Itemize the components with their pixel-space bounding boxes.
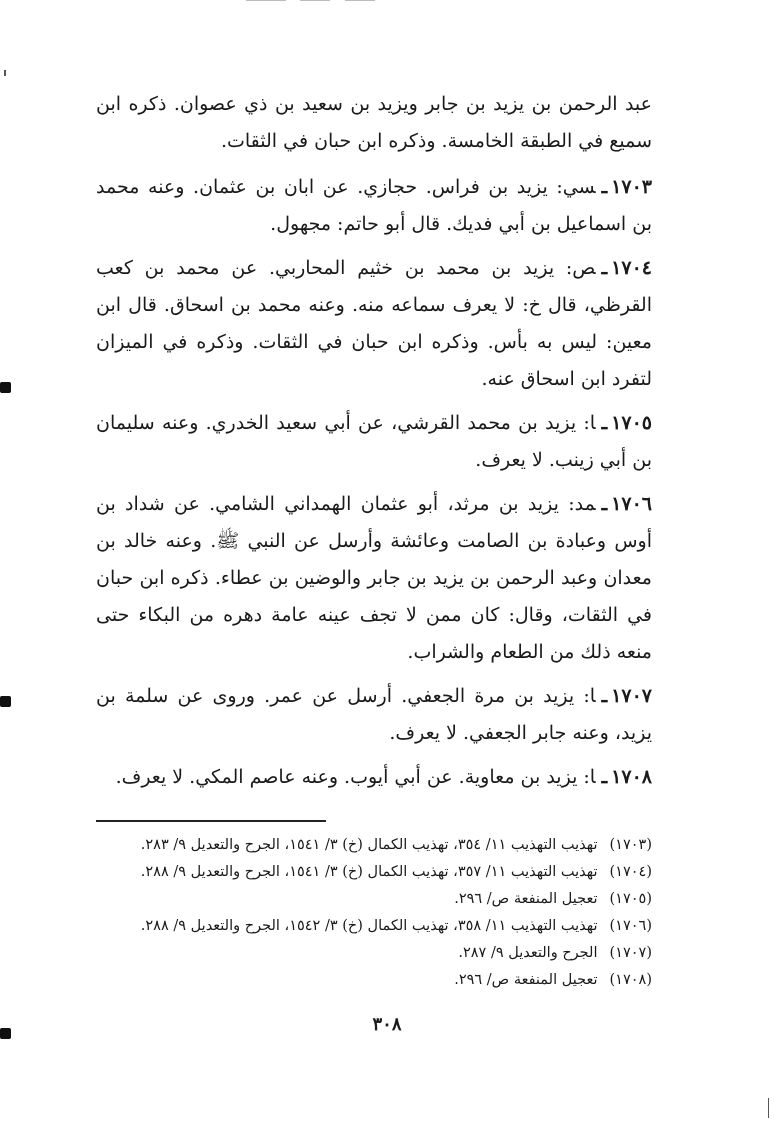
entry-1706 xyxy=(96,486,652,671)
footnote-number: (١٧٠٨) xyxy=(609,972,652,988)
entry-text: مد: يزيد بن مرثد، أبو عثمان الهمداني الشامي. عن شداد بن أوس وعبادة بن الصامت وعائشة وأرسل عن النبي ﷺ. وعنه خالد بن معدان وعبد الرحمن بن يزيد بن جابر والوضين بن عطاء. ذكره ابن حبان في الثقات، وقال: كان ممن لا تجف عينه عامة دهره من البكاء حتى منعه ذلك من الطعام والشراب. xyxy=(96,493,652,663)
entry-dash: ـ xyxy=(601,493,608,515)
entry-1703 xyxy=(96,169,652,243)
entry-text: ا: يزيد بن محمد القرشي، عن أبي سعيد الخدري. وعنه سليمان بن أبي زينب. لا يعرف. xyxy=(96,412,652,471)
footnote-text: تهذيب التهذيب ١١/ ٣٥٤، تهذيب الكمال (خ) ٣/ ١٥٤١، الجرح والتعديل ٩/ ٢٨٣. xyxy=(140,837,598,853)
footnote-1708 xyxy=(96,967,652,994)
entry-dash: ـ xyxy=(601,766,608,788)
scan-speck xyxy=(4,70,6,76)
binding-hole-mark xyxy=(0,382,11,393)
footnote-1705 xyxy=(96,886,652,913)
footnote-number: (١٧٠٦) xyxy=(609,918,652,934)
footnote-1706 xyxy=(96,913,652,940)
entry-dash: ـ xyxy=(601,412,608,434)
scan-edge-line xyxy=(300,0,330,1)
entry-1704 xyxy=(96,250,652,398)
footnote-text: تعجيل المنفعة ص/ ٢٩٦. xyxy=(454,891,598,907)
footnote-number: (١٧٠٥) xyxy=(609,891,652,907)
footnote-separator xyxy=(96,820,326,822)
footnote-text: تهذيب التهذيب ١١/ ٣٥٧، تهذيب الكمال (خ) ٣/ ١٥٤١، الجرح والتعديل ٩/ ٢٨٨. xyxy=(140,864,598,880)
entry-text: سي: يزيد بن فراس. حجازي. عن ابان بن عثمان. وعنه محمد بن اسماعيل بن أبي فديك. قال أبو حاتم: مجهول. xyxy=(96,176,652,235)
entry-text: ا: يزيد بن معاوية. عن أبي أيوب. وعنه عاصم المكي. لا يعرف. xyxy=(115,766,596,788)
entry-number: ١٧٠٨ xyxy=(611,766,652,788)
footnote-text: تهذيب التهذيب ١١/ ٣٥٨، تهذيب الكمال (خ) ٣/ ١٥٤٢، الجرح والتعديل ٩/ ٢٨٨. xyxy=(140,918,598,934)
page-number: ٣٠٨ xyxy=(372,1014,402,1035)
entry-number: ١٧٠٣ xyxy=(611,176,652,198)
scan-edge-line xyxy=(345,0,375,1)
scan-edge-line xyxy=(768,1098,769,1118)
page-content xyxy=(96,86,652,994)
footnote-1707 xyxy=(96,940,652,967)
footnote-number: (١٧٠٧) xyxy=(609,945,652,961)
footnote-number: (١٧٠٣) xyxy=(609,837,652,853)
entry-number: ١٧٠٧ xyxy=(611,685,652,707)
scan-edge-line xyxy=(246,0,286,1)
entry-number: ١٧٠٦ xyxy=(611,493,652,515)
entry-1708 xyxy=(96,759,652,796)
entry-text: ا: يزيد بن مرة الجعفي. أرسل عن عمر. وروى عن سلمة بن يزيد، وعنه جابر الجعفي. لا يعرف. xyxy=(96,685,652,744)
entry-dash: ـ xyxy=(601,176,608,198)
intro-paragraph: عبد الرحمن بن يزيد بن جابر ويزيد بن سعيد بن ذي عصوان. ذكره ابن سميع في الطبقة الخامسة. وذكره ابن حبان في الثقات. xyxy=(96,93,652,152)
footnote-text: تعجيل المنفعة ص/ ٢٩٦. xyxy=(454,972,598,988)
entry-1705 xyxy=(96,405,652,479)
entry-text: ص: يزيد بن محمد بن خثيم المحاربي. عن محمد بن كعب القرظي، قال خ: لا يعرف سماعه منه. وعنه محمد بن اسحاق. قال ابن معين: ليس به بأس. وذكره ابن حبان في الثقات. وذكره في الميزان لتفرد ابن اسحاق عنه. xyxy=(96,257,652,390)
binding-hole-mark xyxy=(0,696,11,707)
entry-1707 xyxy=(96,678,652,752)
entry-number: ١٧٠٥ xyxy=(611,412,652,434)
entry-number: ١٧٠٤ xyxy=(611,257,652,279)
footnote-text: الجرح والتعديل ٩/ ٢٨٧. xyxy=(458,945,598,961)
entry-dash: ـ xyxy=(601,257,608,279)
footnote-number: (١٧٠٤) xyxy=(609,864,652,880)
footnote-1703 xyxy=(96,832,652,859)
entry-dash: ـ xyxy=(601,685,608,707)
footnote-1704 xyxy=(96,859,652,886)
